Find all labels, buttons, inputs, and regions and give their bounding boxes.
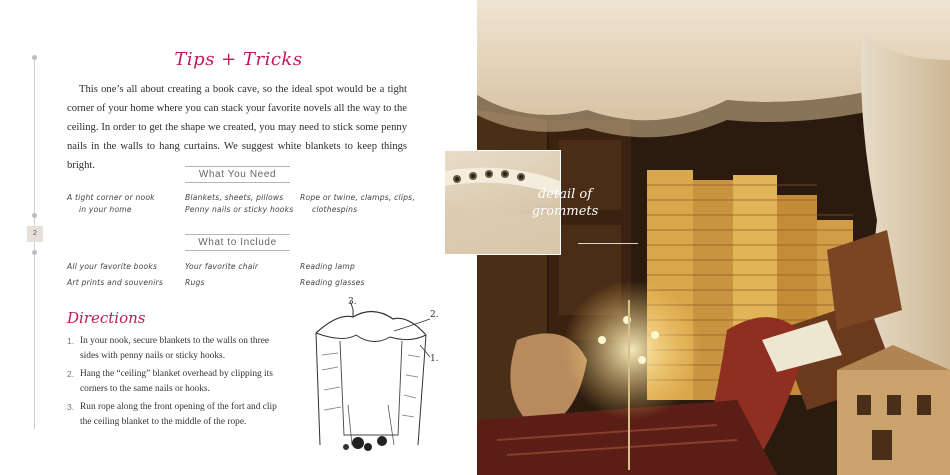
need-item-2 [185, 192, 293, 216]
rule-dot-mid-lower [32, 250, 37, 255]
include-item-lamp: Reading lamp [300, 262, 355, 271]
include-item-art: Art prints and souvenirs [67, 278, 164, 287]
tips-title: Tips + Tricks [174, 49, 303, 70]
fort-sketch-illustration [298, 295, 443, 460]
inset-caption-line-2: grommets [531, 204, 599, 219]
what-you-need-heading: What You Need [185, 166, 290, 183]
include-col-3 [300, 259, 365, 291]
step-text: In your nook, secure blankets to the walls on three sides with penny nails or sticky hooks. [80, 336, 270, 361]
step-text: Hang the “ceiling” blanket overhead by clipping its corners to the same nails or hooks. [80, 369, 273, 394]
sketch-label-3: 3. [348, 297, 357, 307]
step-number: 3. [67, 402, 75, 412]
include-col-1 [67, 259, 163, 291]
need-item-3 [300, 192, 415, 216]
inset-caption-line-1: detail of [537, 187, 593, 202]
need-item-1-line-2: in your home [79, 205, 132, 214]
step-text: Run rope along the front opening of the fort and clip the ceiling blanket to the middle of the rope. [80, 402, 277, 427]
direction-step [67, 400, 289, 430]
what-to-include-heading: What to Include [185, 234, 290, 251]
rule-dot-mid-upper [32, 213, 37, 218]
need-item-2-line-2: Penny nails or sticky hooks [185, 205, 294, 214]
directions-title: Directions [67, 309, 146, 327]
inset-caption-rule [578, 243, 638, 244]
direction-step [67, 334, 289, 364]
include-item-glasses: Reading glasses [300, 278, 365, 287]
step-number: 1. [67, 336, 75, 346]
include-item-chair: Your favorite chair [185, 262, 259, 271]
include-item-books: All your favorite books [67, 262, 158, 271]
direction-step [67, 367, 289, 397]
include-col-2 [185, 259, 258, 291]
include-item-rugs: Rugs [185, 278, 205, 287]
need-item-3-line-2: clothespins [312, 205, 358, 214]
sketch-label-2: 2. [430, 310, 439, 320]
need-item-3-line-1: Rope or twine, clamps, clips, [300, 193, 415, 202]
intro-paragraph: This one’s all about creating a book cave, so the ideal spot would be a tight corner of your home where you can stack your favorite novels all the way to the ceiling. In order to get the shape we created, you may need to stick some penny nails in the walls to hang curtains. We suggest white blankets to keep things bright. [67, 84, 407, 171]
inset-caption [520, 186, 610, 220]
side-rule [34, 57, 35, 429]
need-item-1-line-1: A tight corner or nook [67, 193, 155, 202]
need-item-2-line-1: Blankets, sheets, pillows [185, 193, 284, 202]
sketch-label-1: 1. [430, 354, 439, 364]
step-number: 2. [67, 369, 75, 379]
need-item-1 [67, 192, 155, 216]
page-number: 2 [27, 226, 43, 242]
directions-list [67, 334, 289, 433]
